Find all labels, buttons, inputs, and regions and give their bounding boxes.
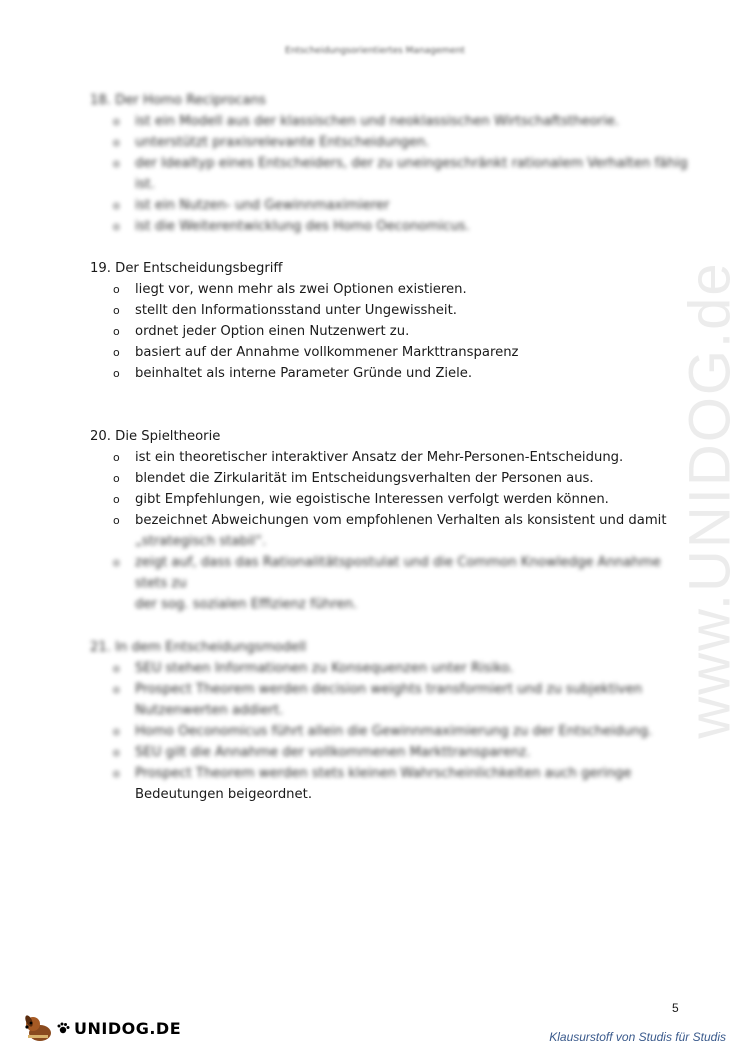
answer-text: unterstützt praxisrelevante Entscheidungen. — [135, 135, 430, 150]
bullet-icon: o — [113, 325, 120, 338]
page-number: 5 — [672, 1001, 679, 1015]
answer-text: SEU gilt die Annahme der vollkommenen Markttransparenz. — [135, 745, 531, 760]
answer-option — [90, 321, 690, 342]
answer-option — [90, 132, 690, 153]
answer-option-continuation — [90, 784, 690, 805]
question-20 — [90, 426, 690, 615]
answer-text: ist die Weiterentwicklung des Homo Oeconomicus. — [135, 219, 470, 234]
answer-option — [90, 763, 690, 784]
answer-option-continuation — [90, 531, 690, 552]
question-18 — [90, 90, 690, 237]
answer-text: Homo Oeconomicus führt allein die Gewinnmaximierung zu der Entscheidung. — [135, 724, 653, 739]
answer-text: beinhaltet als interne Parameter Gründe und Ziele. — [135, 366, 473, 381]
answer-option-continuation — [90, 594, 690, 615]
bullet-icon: o — [113, 115, 120, 128]
answer-option — [90, 742, 690, 763]
answer-text: ist ein theoretischer interaktiver Ansatz der Mehr-Personen-Entscheidung. — [135, 450, 624, 465]
answer-text: ist ein Nutzen- und Gewinnmaximierer — [135, 198, 390, 213]
paw-icon — [56, 1021, 70, 1035]
dog-mascot-icon — [22, 1013, 56, 1043]
bullet-icon: o — [113, 493, 120, 506]
bullet-icon: o — [113, 199, 120, 212]
answer-text: ist ein Modell aus der klassischen und neoklassischen Wirtschaftstheorie. — [135, 114, 620, 129]
answer-option — [90, 216, 690, 237]
footer-slogan: Klausurstoff von Studis für Studis — [549, 1030, 726, 1044]
question-21 — [90, 637, 690, 805]
question-title: 20. Die Spieltheorie — [90, 429, 221, 444]
bullet-icon: o — [113, 346, 120, 359]
logo-text: UNIDOG.DE — [74, 1018, 182, 1038]
answer-option — [90, 300, 690, 321]
answer-option — [90, 279, 690, 300]
answer-option-continuation — [90, 700, 690, 721]
bullet-icon: o — [113, 472, 120, 485]
bullet-icon: o — [113, 683, 120, 696]
answer-text: Bedeutungen beigeordnet. — [135, 787, 313, 802]
answer-option — [90, 363, 690, 384]
bullet-icon: o — [113, 514, 120, 527]
answer-text: der Idealtyp eines Entscheiders, der zu uneingeschränkt rationalem Verhalten fähig ist. — [135, 156, 688, 192]
answer-text: liegt vor, wenn mehr als zwei Optionen existieren. — [135, 282, 467, 297]
answer-option — [90, 447, 690, 468]
bullet-icon: o — [113, 157, 120, 170]
bullet-icon: o — [113, 283, 120, 296]
answer-text: Prospect Theorem werden decision weights transformiert und zu subjektiven — [135, 682, 643, 697]
bullet-icon: o — [113, 367, 120, 380]
answer-text: stellt den Informationsstand unter Ungewissheit. — [135, 303, 457, 318]
bullet-icon: o — [113, 451, 120, 464]
watermark: www.UNIDOG.de — [677, 261, 743, 739]
answer-text: Nutzenwerten addiert. — [135, 703, 284, 718]
answer-text: Prospect Theorem werden stets kleinen Wahrscheinlichkeiten auch geringe — [135, 766, 632, 781]
answer-text: der sog. sozialen Effizienz führen. — [135, 597, 358, 612]
answer-text: blendet die Zirkularität im Entscheidungsverhalten der Personen aus. — [135, 471, 594, 486]
answer-text: zeigt auf, dass das Rationalitätspostulat und die Common Knowledge Annahme stets zu — [135, 555, 661, 591]
answer-list — [90, 279, 690, 384]
question-title: 21. In dem Entscheidungsmodell — [90, 640, 307, 655]
bullet-icon: o — [113, 662, 120, 675]
answer-option — [90, 552, 690, 594]
answer-list — [90, 658, 690, 805]
question-title: 18. Der Homo Reciprocans — [90, 93, 266, 108]
answer-option — [90, 153, 690, 195]
answer-text: basiert auf der Annahme vollkommener Markttransparenz — [135, 345, 519, 360]
bullet-icon: o — [113, 725, 120, 738]
answer-option — [90, 721, 690, 742]
bullet-icon: o — [113, 304, 120, 317]
bullet-icon: o — [113, 220, 120, 233]
footer-logo — [22, 1013, 181, 1043]
answer-option — [90, 658, 690, 679]
question-title: 19. Der Entscheidungsbegriff — [90, 261, 283, 276]
answer-option — [90, 489, 690, 510]
answer-option — [90, 342, 690, 363]
bullet-icon: o — [113, 746, 120, 759]
bullet-icon: o — [113, 556, 120, 569]
bullet-icon: o — [113, 136, 120, 149]
answer-list — [90, 447, 690, 615]
answer-option — [90, 111, 690, 132]
bullet-icon: o — [113, 767, 120, 780]
answer-option — [90, 195, 690, 216]
answer-text: „strategisch stabil“. — [135, 534, 267, 549]
answer-text: SEU stehen Informationen zu Konsequenzen unter Risiko. — [135, 661, 514, 676]
answer-text: ordnet jeder Option einen Nutzenwert zu. — [135, 324, 410, 339]
answer-option — [90, 468, 690, 489]
answer-list — [90, 111, 690, 237]
page-header: Entscheidungsorientiertes Management — [285, 46, 465, 56]
answer-option — [90, 510, 690, 531]
question-19 — [90, 258, 690, 384]
answer-text: bezeichnet Abweichungen vom empfohlenen Verhalten als konsistent und damit — [135, 513, 667, 528]
answer-option — [90, 679, 690, 700]
answer-text: gibt Empfehlungen, wie egoistische Interessen verfolgt werden können. — [135, 492, 609, 507]
